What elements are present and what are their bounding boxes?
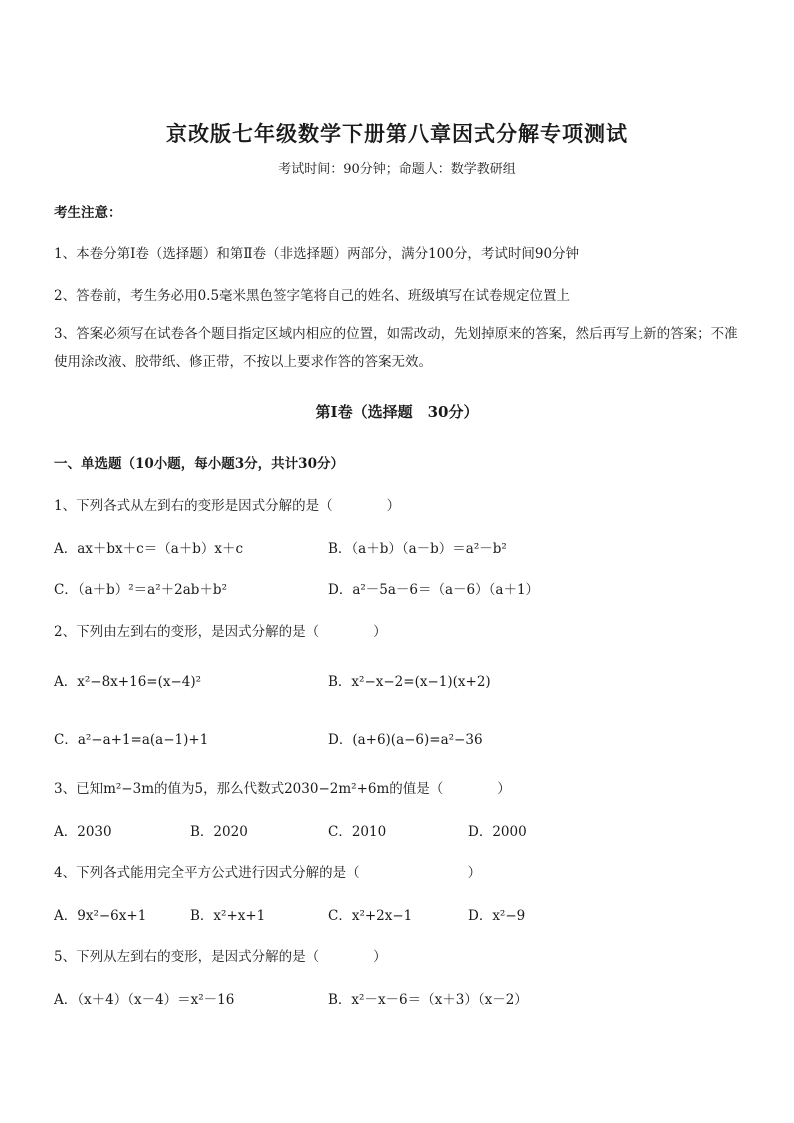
- question-1-stem: 1、下列各式从左到右的变形是因式分解的是（ ）: [54, 498, 401, 514]
- question-2-option-d[interactable]: D．(a+6)(a−6)=a²−36: [328, 732, 483, 748]
- exam-info: 考试时间：90分钟；命题人：数学教研组: [278, 162, 516, 177]
- question-4-option-a[interactable]: A．9x²−6x+1: [54, 908, 147, 924]
- question-3-option-c[interactable]: C．2010: [328, 824, 387, 840]
- page-title: 京改版七年级数学下册第八章因式分解专项测试: [166, 121, 628, 146]
- section-heading: 一、单选题（10小题，每小题3分，共计30分）: [54, 456, 344, 472]
- question-2-stem: 2、下列由左到右的变形，是因式分解的是（ ）: [54, 624, 387, 640]
- notice-heading: 考生注意：: [54, 205, 122, 221]
- notice-item-3: 3、答案必须写在试卷各个题目指定区域内相应的位置，如需改动，先划掉原来的答案，然后再写上新的答案；不准使用涂改液、胶带纸、修正带，不按以上要求作答的答案无效。: [54, 326, 738, 370]
- question-3-option-b[interactable]: B．2020: [190, 824, 248, 840]
- question-3-option-d[interactable]: D．2000: [468, 824, 527, 840]
- question-3-option-a[interactable]: A．2030: [54, 824, 112, 840]
- question-4-option-b[interactable]: B．x²+x+1: [190, 908, 266, 924]
- question-1-option-a[interactable]: A．ax＋bx＋c＝（a＋b）x＋c: [54, 541, 244, 557]
- question-2-option-b[interactable]: B．x²−x−2=(x−1)(x+2): [328, 674, 491, 690]
- question-1-option-d[interactable]: D．a²－5a－6＝（a－6）（a＋1）: [328, 582, 540, 598]
- question-4-option-d[interactable]: D．x²−9: [468, 908, 526, 924]
- question-5-option-a[interactable]: A．（x＋4）（x－4）＝x²－16: [54, 992, 235, 1008]
- question-5-stem: 5、下列从左到右的变形，是因式分解的是（ ）: [54, 949, 387, 965]
- question-1-option-b[interactable]: B．（a＋b）（a－b）＝a²－b²: [328, 541, 507, 557]
- part-title: 第Ⅰ卷（选择题 30分）: [315, 403, 479, 421]
- question-2-option-a[interactable]: A．x²−8x+16=(x−4)²: [54, 674, 202, 690]
- notice-item-1: 1、本卷分第Ⅰ卷（选择题）和第Ⅱ卷（非选择题）两部分，满分100分，考试时间90分钟: [54, 246, 580, 262]
- notice-item-2: 2、答卷前，考生务必用0.5毫米黑色签字笔将自己的姓名、班级填写在试卷规定位置上: [54, 288, 571, 304]
- question-5-option-b[interactable]: B．x²－x－6＝（x＋3）（x－2）: [328, 992, 528, 1008]
- question-2-option-c[interactable]: C．a²−a+1=a(a−1)+1: [54, 732, 209, 748]
- question-4-stem: 4、下列各式能用完全平方公式进行因式分解的是（ ）: [54, 865, 482, 881]
- question-1-option-c[interactable]: C．（a＋b）²＝a²＋2ab＋b²: [54, 582, 227, 598]
- question-4-option-c[interactable]: C．x²+2x−1: [328, 908, 413, 924]
- question-3-stem: 3、已知m²−3m的值为5，那么代数式2030−2m²+6m的值是（ ）: [54, 781, 511, 797]
